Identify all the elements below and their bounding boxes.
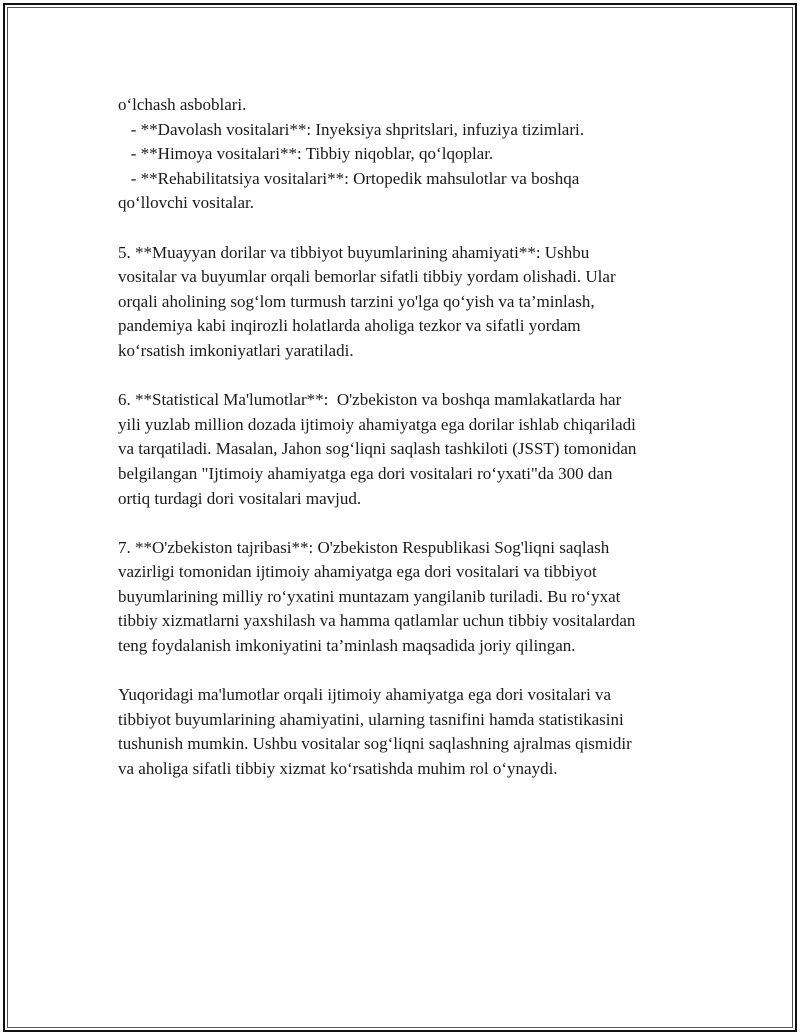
text-line: o‘lchash asboblari. bbox=[118, 95, 247, 114]
list-item-rehabilitation-tools: - **Rehabilitatsiya vositalari**: Ortopedik mahsulotlar va boshqa bbox=[118, 168, 580, 188]
paragraph-gap bbox=[118, 216, 718, 241]
text-line: ko‘rsatish imkoniyatlari yaratiladi. bbox=[118, 340, 354, 360]
section-heading-line: 7. **O'zbekiston tajribasi**: O'zbekiston Respublikasi Sog'liqni saqlash bbox=[118, 537, 610, 557]
text-line: buyumlarining milliy ro‘yxatini muntazam yangilanib turiladi. Bu ro‘yxat bbox=[118, 586, 621, 606]
list-item-treatment-tools: - **Davolash vositalari**: Inyeksiya shpritslari, infuziya tizimlari. bbox=[118, 119, 584, 139]
text-line: vositalar va buyumlar orqali bemorlar sifatli tibbiy yordam olishadi. Ular bbox=[118, 267, 616, 287]
text-line: qo‘llovchi vositalar. bbox=[118, 193, 254, 213]
paragraph-section-7 bbox=[118, 536, 718, 659]
paragraph-conclusion bbox=[118, 683, 718, 781]
section-heading-line: 5. **Muayyan dorilar va tibbiyot buyumlarining ahamiyati**: Ushbu bbox=[118, 242, 590, 262]
paragraph-section-5 bbox=[118, 241, 718, 364]
text-line: pandemiya kabi inqirozli holatlarda aholiga tezkor va sifatli yordam bbox=[118, 316, 581, 336]
text-line: tibbiy xizmatlarni yaxshilash va hamma qatlamlar uchun tibbiy vositalardan bbox=[118, 611, 636, 631]
text-line: tushunish mumkin. Ushbu vositalar sog‘liqni saqlashning ajralmas qismidir bbox=[118, 734, 632, 754]
section-heading-line: 6. **Statistical Ma'lumotlar**: O'zbekiston va boshqa mamlakatlarda har bbox=[118, 390, 622, 410]
text-line: yili yuzlab million dozada ijtimoiy ahamiyatga ega dorilar ishlab chiqariladi bbox=[118, 414, 636, 434]
text-line: orqali aholining sog‘lom turmush tarzini yo'lga qo‘yish va ta’minlash, bbox=[118, 291, 595, 311]
text-line: vazirligi tomonidan ijtimoiy ahamiyatga ega dori vositalari va tibbiyot bbox=[118, 562, 597, 582]
text-line: va aholiga sifatli tibbiy xizmat ko‘rsatishda muhim rol o‘ynaydi. bbox=[118, 759, 558, 779]
paragraph-section-6 bbox=[118, 388, 718, 511]
paragraph-gap bbox=[118, 511, 718, 536]
text-line: Yuqoridagi ma'lumotlar orqali ijtimoiy ahamiyatga ega dori vositalari va bbox=[118, 685, 612, 705]
text-line: teng foydalanish imkoniyatini ta’minlash maqsadida joriy qilingan. bbox=[118, 636, 576, 656]
text-line: tibbiyot buyumlarining ahamiyatini, ularning tasnifini hamda statistikasini bbox=[118, 709, 624, 729]
text-line: va tarqatiladi. Masalan, Jahon sog‘liqni saqlash tashkiloti (JSST) tomonidan bbox=[118, 439, 637, 459]
document-body bbox=[118, 93, 718, 782]
paragraph-gap bbox=[118, 364, 718, 389]
paragraph-section-4-tail bbox=[118, 93, 718, 216]
text-line: ortiq turdagi dori vositalari mavjud. bbox=[118, 488, 362, 508]
text-line: belgilangan "Ijtimoiy ahamiyatga ega dori vositalari ro‘yxati"da 300 dan bbox=[118, 463, 613, 483]
list-item-protective-tools: - **Himoya vositalari**: Tibbiy niqoblar, qo‘lqoplar. bbox=[118, 144, 494, 164]
paragraph-gap bbox=[118, 659, 718, 684]
